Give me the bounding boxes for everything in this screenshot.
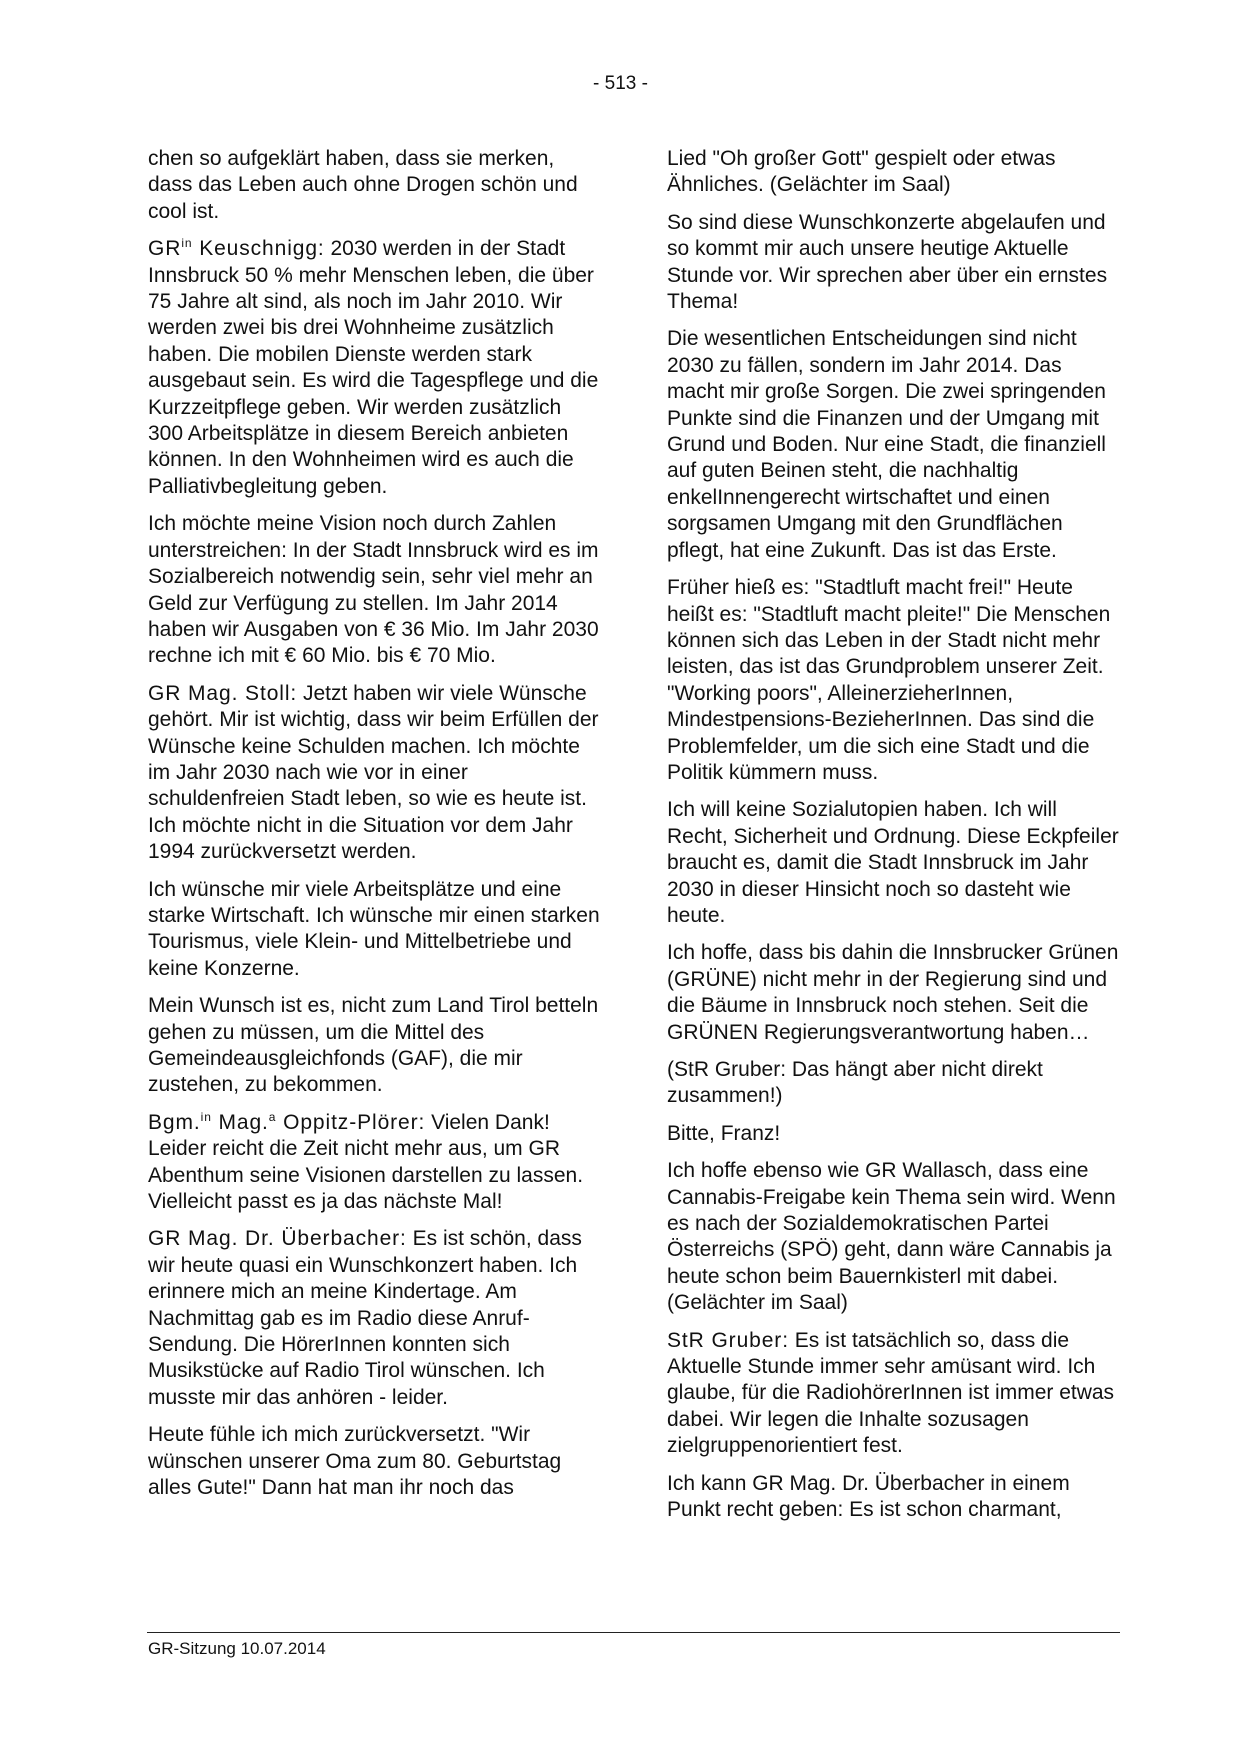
speaker-name: GR Mag. Dr. Überbacher: xyxy=(148,1227,407,1251)
paragraph: Lied "Oh großer Gott" gespielt oder etwas Ähnliches. (Gelächter im Saal) xyxy=(667,147,1056,197)
paragraph xyxy=(148,1226,600,1411)
paragraph-text: Vielen Dank! Leider reicht die Zeit nicht mehr aus, um GR Abenthum seine Visionen darstellen zu lassen. Vielleicht passt es ja das nächste Mal! xyxy=(148,1110,584,1214)
paragraph: Ich kann GR Mag. Dr. Überbacher in einem Punkt recht geben: Es ist schon charmant, xyxy=(667,1471,1070,1522)
paragraph-text: 2030 werden in der Stadt Innsbruck 50 % mehr Menschen leben, die über 75 Jahre alt sind, als noch im Jahr 2010. Wir werden zwei bis drei Wohnheime zusätzlich haben. Die mobilen Dienste werden stark ausgebaut sein. Es wird die Tagespflege und die Kurzzeitpflege geben. Wir werden zusätzlich 300 Arbeitsplätze in diesem Bereich anbieten können. In den Wohnheimen wird es auch die Palliativbegleitung geben. xyxy=(148,237,599,498)
paragraph: chen so aufgeklärt haben, dass sie merken, dass das Leben auch ohne Drogen schön und cool ist. xyxy=(148,147,578,223)
paragraph: So sind diese Wunschkonzerte abgelaufen und so kommt mir auch unsere heutige Aktuelle Stunde vor. Wir sprechen aber über ein ernstes Thema! xyxy=(667,210,1108,314)
left-column xyxy=(148,146,600,1513)
paragraph: Die wesentlichen Entscheidungen sind nicht 2030 zu fällen, sondern im Jahr 2014. Das macht mir große Sorgen. Die zwei springenden Punkte sind die Finanzen und der Umgang mit Grund und Boden. Nur eine Stadt, die finanziell auf guten Beinen steht, die nachhaltig enkelInnengerecht wirtschaftet und einen sorgsamen Umgang mit den Grundflächen pflegt, hat eine Zukunft. Das ist das Erste. xyxy=(667,327,1106,562)
paragraph-text: Es ist schön, dass wir heute quasi ein Wunschkonzert haben. Ich erinnere mich an meine Kindertage. Am Nachmittag gab es im Radio diese Anruf-Sendung. Die HörerInnen konnten sich Musikstücke auf Radio Tirol wünschen. Ich musste mir das anhören - leider. xyxy=(148,1227,582,1409)
speaker-name: StR Gruber: xyxy=(667,1328,789,1352)
paragraph-text: Jetzt haben wir viele Wünsche gehört. Mir ist wichtig, dass wir beim Erfüllen der Wünsche keine Schulden machen. Ich möchte im Jahr 2030 nach wie vor in einer schuldenfreien Stadt leben, so wie es heute ist. Ich möchte nicht in die Situation vor dem Jahr 1994 zurückversetzt werden. xyxy=(148,681,599,864)
paragraph xyxy=(667,1328,1122,1460)
right-column xyxy=(667,146,1122,1535)
paragraph: Ich hoffe ebenso wie GR Wallasch, dass eine Cannabis-Freigabe kein Thema sein wird. Wenn es nach der Sozialdemokratischen Partei Österreichs (SPÖ) geht, dann wäre Cannabis ja heute schon beim Bauernkisterl mit dabei. (Gelächter im Saal) xyxy=(667,1159,1116,1315)
speaker-name: GR Mag. Stoll: xyxy=(148,681,298,705)
paragraph: Mein Wunsch ist es, nicht zum Land Tirol betteln gehen zu müssen, um die Mittel des Gemeindeausgleichfonds (GAF), die mir zustehen, zu bekommen. xyxy=(148,994,599,1097)
paragraph: Früher hieß es: "Stadtluft macht frei!" Heute heißt es: "Stadtluft macht pleite!" Die Menschen können sich das Leben in der Stadt nicht mehr leisten, das ist das Grundproblem unserer Zeit. "Working poors", AlleinerzieherInnen, Mindestpensions-BezieherInnen. Das sind die Problemfelder, um die sich eine Stadt und die Politik kümmern muss. xyxy=(667,576,1111,784)
speaker-name: $GR^{in}$ Keuschnigg: xyxy=(148,236,325,261)
paragraph xyxy=(148,681,600,866)
paragraph xyxy=(148,1110,600,1216)
paragraph: Ich wünsche mir viele Arbeitsplätze und eine starke Wirtschaft. Ich wünsche mir einen starken Tourismus, viele Klein- und Mittelbetriebe und keine Konzerne. xyxy=(148,877,600,980)
paragraph-text: Es ist tatsächlich so, dass die Aktuelle Stunde immer sehr amüsant wird. Ich glaube, für die RadiohörerInnen ist immer etwas dabei. Wir legen die Inhalte sozusagen zielgruppenorientiert fest. xyxy=(667,1328,1115,1458)
paragraph: Bitte, Franz! xyxy=(667,1121,781,1145)
footer-divider xyxy=(147,1632,1120,1633)
page-number: - 513 - xyxy=(593,73,648,94)
paragraph xyxy=(148,236,600,500)
speaker-name: Bgm.$^{in}$ Mag.$^a$ Oppitz-Plörer: xyxy=(148,1109,426,1134)
paragraph: (StR Gruber: Das hängt aber nicht direkt zusammen!) xyxy=(667,1058,1043,1108)
paragraph: Ich hoffe, dass bis dahin die Innsbrucker Grünen (GRÜNE) nicht mehr in der Regierung sind und die Bäume in Innsbruck noch stehen. Seit die GRÜNEN Regierungsverantwortung haben… xyxy=(667,941,1119,1044)
paragraph: Heute fühle ich mich zurückversetzt. "Wir wünschen unserer Oma zum 80. Geburtstag alles Gute!" Dann hat man ihr noch das xyxy=(148,1423,562,1500)
paragraph: Ich will keine Sozialutopien haben. Ich will Recht, Sicherheit und Ordnung. Diese Eckpfeiler braucht es, damit die Stadt Innsbruck im Jahr 2030 in dieser Hinsicht noch so dasteht wie heute. xyxy=(667,798,1119,927)
paragraph: Ich möchte meine Vision noch durch Zahlen unterstreichen: In der Stadt Innsbruck wird es im Sozialbereich notwendig sein, sehr viel mehr an Geld zur Verfügung zu stellen. Im Jahr 2014 haben wir Ausgaben von € 36 Mio. Im Jahr 2030 rechne ich mit € 60 Mio. bis € 70 Mio. xyxy=(148,512,599,668)
footer-session-label: GR-Sitzung 10.07.2014 xyxy=(148,1639,326,1658)
